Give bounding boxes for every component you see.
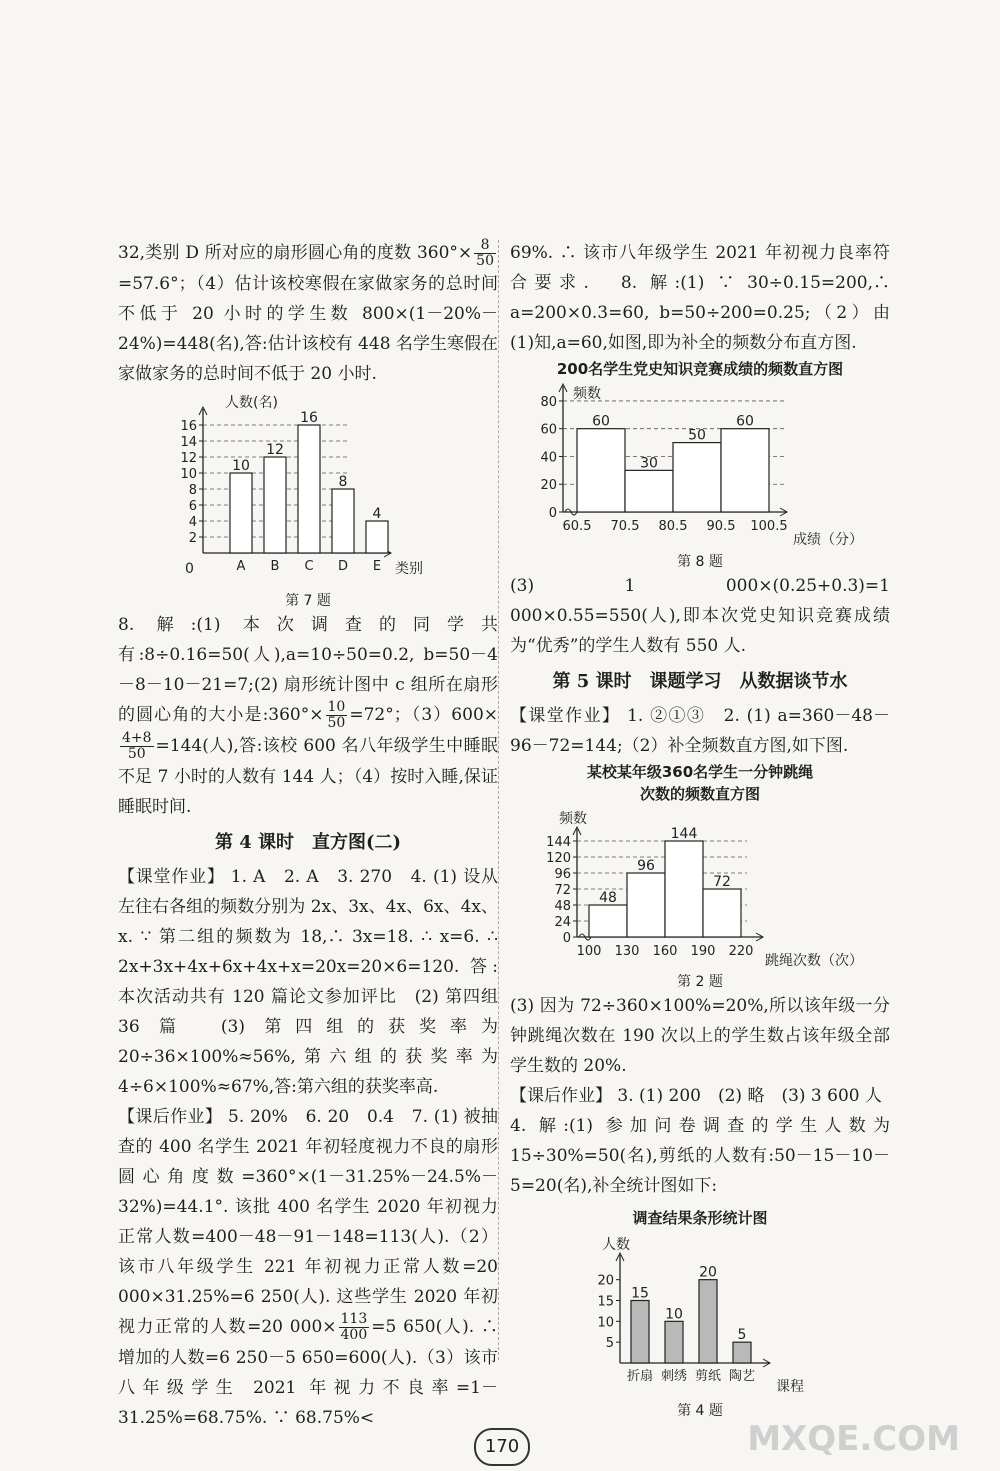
x-tick-label: 折扇 bbox=[626, 1369, 654, 1384]
text: 32,类别 D 所对应的扇形圆心角的度数 360°× bbox=[118, 243, 473, 263]
x-tick-label: 60.5 bbox=[562, 519, 592, 534]
chart-q4 bbox=[580, 1233, 820, 1398]
denominator: 50 bbox=[127, 746, 146, 762]
bar bbox=[366, 521, 388, 553]
answer-8-3: (3) 1 000×(0.25+0.3)=1 000×0.55=550(人),即本次党史知识竞赛成绩为“优秀”的学生人数有 550 人. bbox=[510, 576, 890, 656]
section-title-lesson-4: 第 4 课时 直方图(二) bbox=[214, 832, 402, 853]
y-tick-label: 4 bbox=[188, 515, 197, 530]
y-axis-label: 频数 bbox=[573, 386, 601, 402]
y-tick-label: 10 bbox=[597, 1315, 614, 1331]
text: =5 650(人). ∴ 增加的人数=6 250－5 650=600(人).（3）该市八年级学生 2021 年视力不良率=1－31.25%=68.75%. ∵ 68.75%< bbox=[118, 1317, 498, 1428]
y-tick-label: 20 bbox=[540, 478, 557, 494]
x-axis-label: 课程 bbox=[776, 1379, 804, 1395]
numerator: 4+8 bbox=[122, 730, 152, 746]
x-tick-label: 80.5 bbox=[658, 519, 688, 534]
data-label: 144 bbox=[670, 826, 698, 842]
data-label: 60 bbox=[592, 413, 610, 430]
data-label: 15 bbox=[631, 1285, 649, 1302]
bar bbox=[703, 889, 741, 937]
data-label: 10 bbox=[232, 458, 250, 474]
data-label: 60 bbox=[736, 413, 754, 430]
y-tick-label: 0 bbox=[562, 931, 571, 946]
chart-title-line-1: 某校某年级360名学生一分钟跳绳 bbox=[586, 763, 814, 781]
y-axis-label: 人数 bbox=[602, 1237, 630, 1253]
fraction bbox=[120, 731, 154, 762]
chart-q8 bbox=[535, 384, 865, 549]
y-tick-label: 120 bbox=[546, 851, 571, 866]
y-tick-label: 8 bbox=[188, 483, 197, 498]
answer-7-continued bbox=[118, 238, 498, 389]
data-label: 10 bbox=[665, 1306, 683, 1323]
text: 【课后作业】 5. 20% 6. 20 0.4 7. (1) 被抽查的 400 名学生 2021 年初轻度视力不良的扇形圆心角度数=360°×(1－31.25%－24.5%－32%)=44.1°. 该批 400 名学生 2020 年初视力正常人数=400－48－91－148=113(人).（2）该市八年级学生 221 年初视力正常人数=20 000×31.25%=6 250(人). 这些学生 2020 年初视力正常的人数=20 000× bbox=[118, 1107, 498, 1337]
y-tick-label: 40 bbox=[540, 450, 557, 466]
y-tick-label: 0 bbox=[548, 506, 557, 521]
y-tick-label: 144 bbox=[546, 835, 571, 850]
data-label: 4 bbox=[372, 506, 382, 522]
y-tick-label: 15 bbox=[597, 1294, 614, 1310]
bar bbox=[625, 470, 673, 512]
x-axis-label: 类别 bbox=[395, 561, 423, 577]
chart-caption: 第 2 题 bbox=[677, 974, 723, 990]
classwork-answers-5: 【课堂作业】 1. ②①③ 2. (1) a=360－48－96－72=144;（2）补全频数直方图,如下图. bbox=[510, 706, 890, 756]
bar bbox=[577, 429, 625, 512]
y-tick-label: 14 bbox=[180, 435, 197, 450]
homework-answers-5: 【课后作业】 3. (1) 200 (2) 略 (3) 3 600 人 bbox=[510, 1086, 882, 1106]
bar bbox=[673, 443, 721, 512]
data-label: 96 bbox=[637, 858, 655, 874]
data-label: 30 bbox=[640, 455, 658, 472]
data-label: 72 bbox=[713, 874, 731, 890]
y-tick-label: 20 bbox=[597, 1273, 614, 1289]
classwork-answers: 【课堂作业】 1. A 2. A 3. 270 4. (1) 设从左往右各组的频数分别为 2x、3x、4x、6x、4x、x. ∵ 第二组的频数为 18,∴ 3x=18. ∴ x=6. ∴ 2x+3x+4x+6x+4x+x=20x=20×6=120. 答:本次活动共有 120 篇论文参加评比 (2) 第四组 36 篇 (3) 第四组的获奖率为 20÷36×100%≈56%,第六组的获奖率为 4÷6×100%≈67%,答:第六组的获奖率高. bbox=[118, 867, 515, 1097]
bar bbox=[699, 1280, 717, 1363]
answer-8 bbox=[118, 610, 498, 822]
x-tick-label: 190 bbox=[690, 944, 716, 959]
y-tick-label: 12 bbox=[180, 451, 197, 466]
column-divider bbox=[498, 240, 499, 1360]
data-label: 20 bbox=[699, 1264, 717, 1281]
x-tick-label: 刺绣 bbox=[660, 1369, 688, 1384]
watermark: MXQE.COM bbox=[747, 1419, 960, 1459]
x-tick-label: 陶艺 bbox=[728, 1369, 756, 1384]
x-tick-label: 90.5 bbox=[706, 519, 736, 534]
x-tick-label: 100.5 bbox=[750, 519, 788, 534]
bar bbox=[665, 841, 703, 937]
section-title-lesson-5: 第 5 课时 课题学习 从数据谈节水 bbox=[552, 671, 848, 692]
denominator: 50 bbox=[327, 715, 346, 731]
origin-label: 0 bbox=[185, 561, 194, 577]
chart-title: 200名学生党史知识竞赛成绩的频数直方图 bbox=[556, 360, 844, 378]
fraction bbox=[326, 700, 348, 731]
chart-q2 bbox=[535, 809, 865, 969]
x-tick-label: A bbox=[236, 559, 246, 574]
y-tick-label: 80 bbox=[540, 394, 557, 410]
bar bbox=[733, 1342, 751, 1363]
x-tick-label: B bbox=[270, 559, 280, 574]
left-column bbox=[118, 237, 515, 1433]
y-tick-label: 24 bbox=[554, 915, 571, 930]
x-tick-label: 160 bbox=[652, 944, 678, 959]
data-label: 5 bbox=[737, 1327, 747, 1344]
fraction bbox=[339, 1312, 370, 1343]
x-tick-label: C bbox=[304, 559, 314, 574]
y-tick-label: 2 bbox=[188, 531, 197, 546]
y-tick-label: 16 bbox=[180, 419, 197, 434]
y-tick-label: 10 bbox=[180, 467, 197, 482]
data-label: 12 bbox=[266, 442, 284, 458]
x-tick-label: 70.5 bbox=[610, 519, 640, 534]
denominator: 400 bbox=[340, 1327, 368, 1343]
y-tick-label: 72 bbox=[554, 883, 571, 898]
chart-caption: 第 7 题 bbox=[285, 593, 331, 609]
bar bbox=[627, 873, 665, 937]
chart-caption: 第 8 题 bbox=[677, 554, 723, 570]
data-label: 16 bbox=[300, 410, 318, 426]
x-axis-label: 跳绳次数（次） bbox=[765, 953, 863, 969]
answer-2-3: (3) 因为 72÷360×100%=20%,所以该年级一分钟跳绳次数在 190 次以上的学生数占该年级全部学生数的 20%. bbox=[510, 996, 890, 1076]
numerator: 113 bbox=[340, 1311, 368, 1327]
chart-q7 bbox=[173, 393, 443, 588]
text: 8. 解:(1) 本次调查的同学共有:8÷0.16=50(人),a=10÷50=0.2, b=50－4－8－10－21=7;(2) 扇形统计图中 c 组所在扇形的圆心角的大小是:360°× bbox=[118, 615, 498, 725]
y-tick-label: 48 bbox=[554, 899, 571, 914]
bar bbox=[264, 457, 286, 553]
bar bbox=[298, 425, 320, 553]
fraction bbox=[474, 238, 496, 269]
numerator: 8 bbox=[474, 238, 496, 254]
chart-title-line-2: 次数的频数直方图 bbox=[639, 785, 760, 803]
text: =72°；（3）600× bbox=[349, 705, 498, 725]
x-tick-label: 130 bbox=[614, 944, 640, 959]
y-tick-label: 5 bbox=[605, 1336, 614, 1352]
text: =57.6°；（4）估计该校寒假在家做家务的总时间不低于 20 小时的学生数 800×(1－20%－24%)=448(名),答:估计该校有 448 名学生寒假在家做家务的总时间不低于 20 小时. bbox=[118, 274, 498, 384]
x-tick-label: 剪纸 bbox=[694, 1369, 722, 1384]
denominator: 50 bbox=[476, 253, 494, 269]
bar bbox=[665, 1321, 683, 1363]
data-label: 50 bbox=[688, 427, 706, 444]
answer-4: 4. 解:(1) 参加问卷调查的学生人数为 15÷30%=50(名),剪纸的人数有:50－15－10－5=20(名),补全统计图如下: bbox=[510, 1116, 890, 1196]
text: =144(人),答:该校 600 名八年级学生中睡眠不足 7 小时的人数有 144 人；（4）按时入睡,保证睡眠时间. bbox=[118, 736, 498, 817]
right-column bbox=[510, 238, 890, 1420]
chart-title: 调查结果条形统计图 bbox=[632, 1209, 768, 1227]
y-axis-label: 频数 bbox=[559, 811, 587, 827]
y-tick-label: 96 bbox=[554, 867, 571, 882]
x-tick-label: D bbox=[337, 559, 349, 574]
answer-7-8: 69%. ∴ 该市八年级学生 2021 年初视力良率符合要求. 8. 解:(1) ∵ 30÷0.15=200,∴ a=200×0.3=60, b=50÷200=0.25;（2）由(1)知,a=60,如图,即为补全的频数分布直方图. bbox=[510, 243, 890, 353]
bar bbox=[589, 905, 627, 937]
bar bbox=[230, 473, 252, 553]
x-tick-label: E bbox=[372, 559, 382, 574]
bar bbox=[721, 429, 769, 512]
y-tick-label: 6 bbox=[188, 499, 197, 514]
page-number: 170 bbox=[474, 1428, 530, 1466]
x-axis-label: 成绩（分） bbox=[793, 532, 863, 548]
data-label: 8 bbox=[338, 474, 348, 490]
numerator: 10 bbox=[327, 699, 346, 715]
y-tick-label: 60 bbox=[540, 422, 557, 438]
bar bbox=[332, 489, 354, 553]
x-tick-label: 220 bbox=[728, 944, 754, 959]
data-label: 48 bbox=[599, 890, 617, 906]
y-axis-label: 人数(名) bbox=[225, 395, 278, 411]
chart-caption: 第 4 题 bbox=[677, 1403, 723, 1419]
homework-answers bbox=[118, 1102, 498, 1433]
x-tick-label: 100 bbox=[576, 944, 602, 959]
bar bbox=[631, 1301, 649, 1364]
